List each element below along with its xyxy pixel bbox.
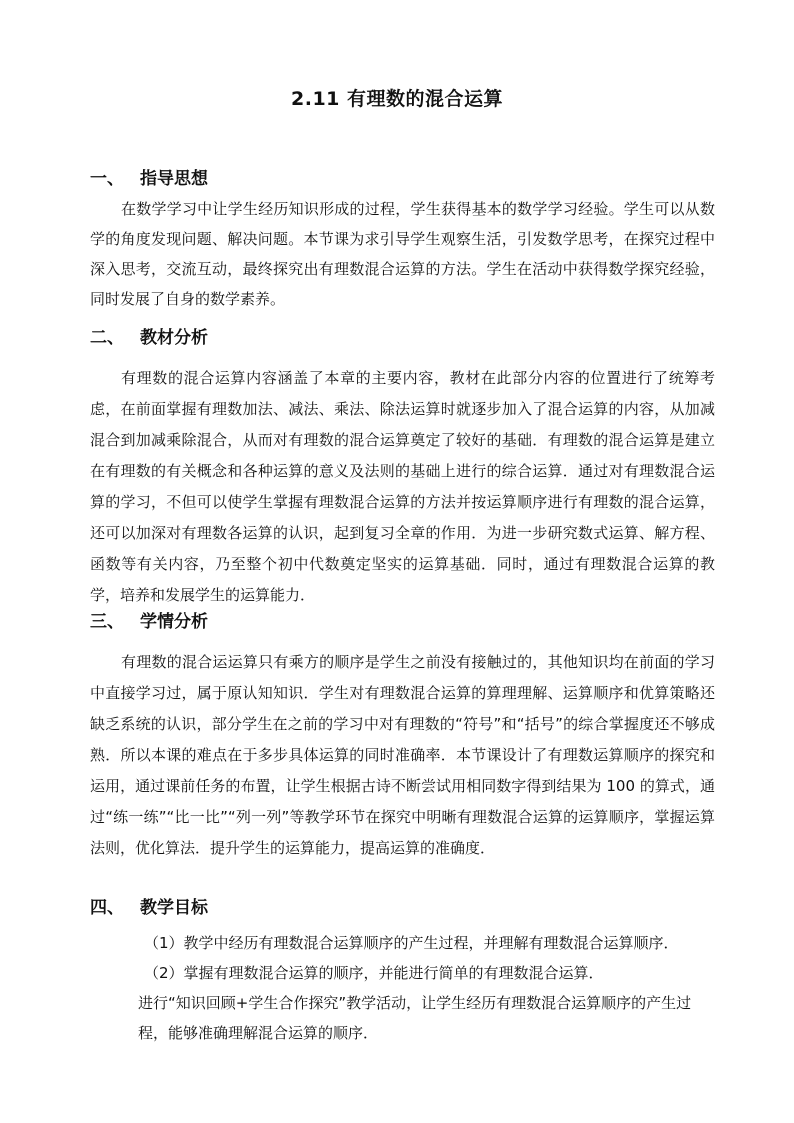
section-paragraph: 有理数的混合运运算只有乘方的顺序是学生之前没有接触过的，其他知识均在前面的学习中直接学习过，属于原认知知识．学生对有理数混合运算的算理理解、运算顺序和优算策略还缺乏系统的认识，部分学生在之前的学习中对有理数的“符号”和“括号”的综合掌握度还不够成熟．所以本课的难点在于多步具体运算的同时准确率．本节课设计了有理数运算顺序的探究和运用，通过课前任务的布置，让学生根据古诗不断尝试用相同数字得到结果为 100 的算式，通过“练一练”“比一比”“列一列”等教学环节在探究中明晰有理数混合运算的运算顺序，掌握运算法则，优化算法．提升学生的运算能力，提高运算的准确度．	[90, 653, 715, 857]
section-textbook-analysis	[90, 323, 715, 611]
section-title: 学情分析	[140, 612, 208, 632]
goal-item: （1）教学中经历有理数混合运算顺序的产生过程，并理解有理数混合运算顺序．	[144, 934, 679, 952]
section-title: 教学目标	[140, 898, 208, 918]
goal-item: （2）掌握有理数混合运算的顺序，并能进行简单的有理数混合运算．	[144, 964, 604, 982]
page-title: 2.11 有理数的混合运算	[291, 88, 503, 110]
goal-note: 进行“知识回顾+学生合作探究”教学活动，让学生经历有理数混合运算顺序的产生过程，能够准确理解混合运算的顺序．	[138, 994, 692, 1042]
section-title: 指导思想	[140, 169, 208, 189]
section-number: 一、	[90, 169, 124, 189]
section-guiding-ideology	[90, 164, 715, 314]
section-heading	[90, 607, 715, 637]
section-heading	[90, 893, 715, 923]
section-number: 三、	[90, 612, 124, 632]
section-paragraph: 有理数的混合运算内容涵盖了本章的主要内容，教材在此部分内容的位置进行了统筹考虑，在前面掌握有理数加法、减法、乘法、除法运算时就逐步加入了混合运算的内容，从加减混合到加减乘除混合，从而对有理数的混合运算奠定了较好的基础．有理数的混合运算是建立在有理数的有关概念和各种运算的意义及法则的基础上进行的综合运算．通过对有理数混合运算的学习，不但可以使学生掌握有理数混合运算的方法并按运算顺序进行有理数的混合运算，还可以加深对有理数各运算的认识，起到复习全章的作用．为进一步研究数式运算、解方程、函数等有关内容，乃至整个初中代数奠定坚实的运算基础．同时，通过有理数混合运算的教学，培养和发展学生的运算能力．	[90, 369, 715, 604]
section-number: 二、	[90, 328, 124, 348]
section-teaching-goals	[90, 893, 715, 1048]
section-student-analysis	[90, 607, 715, 864]
section-heading	[90, 323, 715, 353]
section-heading	[90, 164, 715, 194]
section-paragraph: 在数学学习中让学生经历知识形成的过程，学生获得基本的数学学习经验。学生可以从数学的角度发现问题、解决问题。本节课为求引导学生观察生活，引发数学思考，在探究过程中深入思考，交流互动，最终探究出有理数混合运算的方法。学生在活动中获得数学探究经验，同时发展了自身的数学素养。	[90, 200, 715, 308]
section-number: 四、	[90, 898, 124, 918]
section-title: 教材分析	[140, 328, 208, 348]
